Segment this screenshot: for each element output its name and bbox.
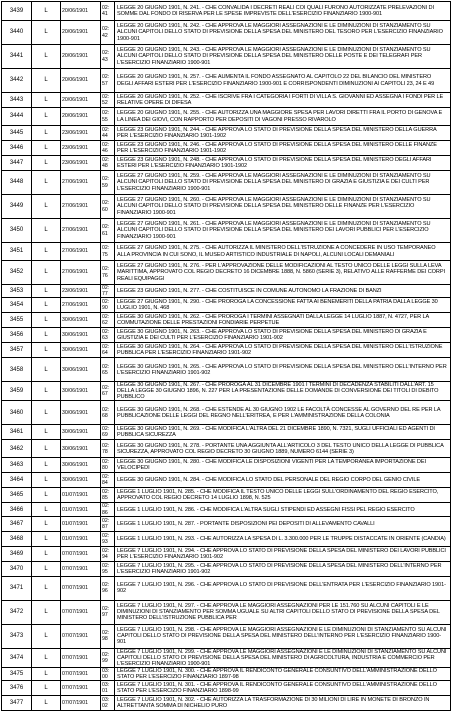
table-row [2,171,451,195]
record-description: LEGGE 1 LUGLIO 1901, N. 293. - CHE AUTORIZZA LA SPESA DI L. 3.300.000 PER LE TRUPPE DISTACCATE IN ORIENTE (CANDIA) [115,531,451,546]
table-row [2,261,451,285]
record-ref: 02:98 [101,624,115,648]
record-series: L [32,440,61,458]
table-row [2,681,451,696]
record-description: LEGGE 20 GIUGNO 1901, N. 257. - CHE AUMENTA IL FONDO ASSEGNATO AL CAPITOLO 22 DEL BILANCIO DEL MINISTERO DEGLI AFFARI ESTERI PER L'ESERCIZIO FINANZIARIO 1900-901 E CORRISPONDENTI DIMINUZIONI AI CAPITOLI 23, 24 E 49 [115,69,451,93]
record-description: LEGGE 27 GIUGNO 1901, N. 276. - PER L'APPROVAZIONE DELLE MODIFICAZIONI AL TESTO UNICO DELLE LEGGI SULLA LEVA MARITTIMA, APPROVATO COL REGIO DECRETO 16 DICEMBRE 1888, N. 5860 (SERIE 3), RELATIVO ALLE RAFFERME DEI CORPI REALI EQUIPAGGI [115,261,451,285]
record-date: 27/06/1901 [61,243,101,261]
record-number: 3448 [2,171,32,195]
record-number: 3472 [2,600,32,624]
record-date: 30/06/1901 [61,328,101,343]
record-description: LEGGE 7 LUGLIO 1901, N. 295. - CHE APPROVA LO STATO DI PREVISIONE DELLA SPESA DEL MINISTERO DELL'INTERNO PER L'ESERCIZIO FINANZIARIO 1901-902 [115,561,451,576]
record-description: LEGGE 27 GIUGNO 1901, N. 290. - CHE PROROGA LA CONCESSIONE FATTA AI BENEMERITI DELLA PATRIA DALLA LEGGE 30 LUGLIO 1901, N. 468 [115,298,451,313]
table-row [2,600,451,624]
table-row [2,576,451,600]
record-ref: 02:69 [101,425,115,440]
record-ref: 02:65 [101,358,115,382]
record-number: 3446 [2,141,32,156]
record-description: LEGGE 30 GIUGNO 1901, N. 262. - CHE PROROGA I TERMINI ASSEGNATI DALLA LEGGE 14 LUGLIO 1887, N. 4727, PER LA COMMUTAZIONE DELLE PRESTAZIONI FONDIARIE PERPETUE [115,313,451,328]
record-number: 3462 [2,440,32,458]
record-series: L [32,261,61,285]
record-description: LEGGE 27 GIUGNO 1901, N. 259. - CHE APPROVA LE MAGGIORI ASSEGNAZIONI E LE DIMINUZIONI DI STANZIAMENTO SU ALCUNI CAPITOLI DELLO STATO DI PREVISIONE DELLA SPESA DEL MINISTERO DI GRAZIA E GIUSTIZIA E DEI CULTI PER L'ESERCIZIO FINANZIARIO 1900-901 [115,171,451,195]
record-ref: 02:61 [101,219,115,243]
record-ref: 02:86 [101,503,115,516]
record-description: LEGGE 20 GIUGNO 1901, N. 255. - CHE AUTORIZZA UNA MAGGIORE SPESA PER LAVORI DIRETTI FRA IL PORTO DI GENOVA E LA LINEA DEI GIOVI, CON RAPPORTO PER DEPOSITI DI VAGONI PRESSO RIVAROLO [115,108,451,126]
record-date: 23/06/1901 [61,285,101,298]
record-number: 3455 [2,313,32,328]
record-series: L [32,561,61,576]
record-ref: 03:01 [101,681,115,696]
record-description: LEGGE 30 GIUGNO 1901, N. 264. - CHE APPROVA LO STATO DI PREVISIONE DELLA SPESA DEL MINISTERO DELL'ISTRUZIONE PUBBLICA PER L'ESERCIZIO FINANZIARIO 1901-902 [115,343,451,358]
record-series: L [32,382,61,401]
record-number: 3453 [2,285,32,298]
table-row [2,425,451,440]
record-series: L [32,141,61,156]
record-ref: 02:78 [101,440,115,458]
record-series: L [32,576,61,600]
record-description: LEGGE 1 LUGLIO 1901, N. 285. - CHE MODIFICA IL TESTO UNICO DELLE LEGGI SULL'ORDINAMENTO DEL REGIO ESERCITO, APPROVATO COL REGIO DECRETO 14 LUGLIO 1898, N. 525 [115,488,451,503]
record-series: L [32,624,61,648]
record-number: 3454 [2,298,32,313]
record-ref: 02:90 [101,298,115,313]
record-ref: 02:41 [101,2,115,21]
record-series: L [32,285,61,298]
record-series: L [32,488,61,503]
record-description: LEGGE 27 GIUGNO 1901, N. 261. - CHE APPROVA LE MAGGIORI ASSEGNAZIONI E LE DIMINUZIONI DI STANZIAMENTO SU ALCUNI CAPITOLI DELLO STATO DI PREVISIONE DELLA SPESA DEL MINISTERO DEI LAVORI PUBBLICI PER L'ESERCIZIO FINANZIARIO 1900-901 [115,219,451,243]
record-number: 3468 [2,531,32,546]
record-series: L [32,458,61,473]
table-row [2,561,451,576]
record-description: LEGGE 7 LUGLIO 1901, N. 298. - CHE APPROVA LE MAGGIORI ASSEGNAZIONI E LE DIMINUZIONI DI STANZIAMENTO SU ALCUNI CAPITOLI DELLO STATO DI PREVISIONE DELLA SPESA DEL MINISTERO DELL'INTERNO PER L'ESERCIZIO FINANZIARIO 1900-901 [115,624,451,648]
record-series: L [32,546,61,561]
record-number: 3476 [2,681,32,696]
record-description: LEGGE 23 GIUGNO 1901, N. 246. - CHE APPROVA LO STATO DI PREVISIONE DELLA SPESA DEL MINISTERO DELLE FINANZE PER L'ESERCIZIO FINANZIARIO 1901-1902 [115,141,451,156]
table-row [2,219,451,243]
table-row [2,328,451,343]
table-row [2,21,451,45]
record-number: 3450 [2,219,32,243]
record-date: 20/06/1901 [61,93,101,108]
table-row [2,108,451,126]
record-series: L [32,531,61,546]
record-number: 3464 [2,473,32,488]
record-number: 3458 [2,358,32,382]
record-series: L [32,516,61,531]
table-row [2,473,451,488]
record-series: L [32,243,61,261]
record-ref: 02:80 [101,458,115,473]
record-date: 23/06/1901 [61,141,101,156]
record-ref: 03:02 [101,696,115,711]
record-date: 30/06/1901 [61,343,101,358]
record-description: LEGGE 30 GIUGNO 1901, N. 263. - CHE APPROVA LO STATO DI PREVISIONE DELLA SPESA DEL MINISTERO DI GRAZIA E GIUSTIZIA E DEI CULTI PER L'ESERCIZIO FINANZIARIO 1901-902 [115,328,451,343]
record-series: L [32,401,61,425]
record-date: 30/06/1901 [61,358,101,382]
record-number: 3470 [2,561,32,576]
record-series: L [32,358,61,382]
record-date: 30/06/1901 [61,458,101,473]
record-ref: 02:96 [101,576,115,600]
record-number: 3444 [2,108,32,126]
record-number: 3439 [2,2,32,21]
record-series: L [32,600,61,624]
record-ref: 02:95 [101,561,115,576]
record-date: 07/07/1901 [61,624,101,648]
record-ref: 02:46 [101,141,115,156]
record-description: LEGGE 7 LUGLIO 1901, N. 300. - CHE APPROVA IL RENDICONTO GENERALE CONSUNTIVO DELL'AMMINISTRAZIONE DELLO STATO PER L'ESERCIZIO FINANZIARIO 1897-98 [115,667,451,680]
table-row [2,696,451,711]
record-number: 3443 [2,93,32,108]
record-date: 01/07/1901 [61,488,101,503]
record-number: 3456 [2,328,32,343]
record-date: 30/06/1901 [61,425,101,440]
table-row [2,126,451,141]
record-ref: 02:63 [101,328,115,343]
record-date: 01/07/1901 [61,516,101,531]
record-description: LEGGE 7 LUGLIO 1901, N. 297. - CHE APPROVA LE MAGGIORI ASSEGNAZIONI PER LE 151.760 SU ALCUNI CAPITOLI E LE DIMINUZIONI DI STANZIAMENTO PER SOMMA UGUALE SU ALTRI CAPITOLI DELLO STATO DI PREVISIONE DELLA SPESA DEL MINISTERO DELL'ISTRUZIONE PUBBLICA PER [115,600,451,624]
record-date: 20/06/1901 [61,2,101,21]
record-number: 3449 [2,195,32,219]
register-rows [2,2,451,711]
table-row [2,648,451,667]
record-ref: 02:64 [101,343,115,358]
table-row [2,93,451,108]
record-number: 3463 [2,458,32,473]
record-series: L [32,343,61,358]
record-date: 07/07/1901 [61,546,101,561]
record-ref: 02:62 [101,313,115,328]
record-series: L [32,108,61,126]
table-row [2,69,451,93]
table-row [2,382,451,401]
record-series: L [32,313,61,328]
record-ref: 02:59 [101,171,115,195]
record-number: 3466 [2,503,32,516]
record-date: 07/07/1901 [61,648,101,667]
record-description: LEGGE 7 LUGLIO 1901, N. 296. - CHE APPROVA LO STATO DI PREVISIONE DELL'ENTRATA PER L'ESERCIZIO FINANZIARIO 1901-902 [115,576,451,600]
record-series: L [32,21,61,45]
record-number: 3471 [2,576,32,600]
record-number: 3474 [2,648,32,667]
record-description: LEGGE 30 GIUGNO 1901, N. 280. - CHE MODIFICA LE DISPOSIZIONI VIGENTI PER LA TEMPORANEA IMPORTAZIONE DEI VELOCIPEDI [115,458,451,473]
record-date: 27/06/1901 [61,261,101,285]
record-ref: 03:00 [101,667,115,680]
record-description: LEGGE 7 LUGLIO 1901, N. 301. - CHE APPROVA IL RENDICONTO GENERALE CONSUNTIVO DELL'AMMINISTRAZIONE DELLO STATO PER L'ESERCIZIO FINANZIARIO 1898-99 [115,681,451,696]
record-date: 20/06/1901 [61,21,101,45]
record-number: 3460 [2,401,32,425]
record-date: 27/06/1901 [61,219,101,243]
record-ref: 02:68 [101,401,115,425]
record-number: 3442 [2,69,32,93]
record-ref: 02:85 [101,488,115,503]
record-ref: 02:57 [101,69,115,93]
record-number: 3475 [2,667,32,680]
table-row [2,516,451,531]
record-description: LEGGE 27 GIUGNO 1901, N. 260. - CHE APPROVA LE MAGGIORI ASSEGNAZIONI E LE DIMINUZIONI DI STANZIAMENTO SU ALCUNI CAPITOLI DELLO STATO DI PREVISIONE DELLA SPESA DEL MINISTERO DELLE FINANZE PER L'ESERCIZIO FINANZIARIO 1900-901 [115,195,451,219]
record-series: L [32,473,61,488]
record-series: L [32,298,61,313]
record-date: 01/07/1901 [61,531,101,546]
table-row [2,503,451,516]
record-ref: 02:87 [101,516,115,531]
table-row [2,313,451,328]
record-ref: 02:44 [101,126,115,141]
record-date: 27/06/1901 [61,298,101,313]
record-number: 3457 [2,343,32,358]
record-ref: 02:97 [101,600,115,624]
table-row [2,141,451,156]
table-row [2,156,451,171]
record-ref: 02:67 [101,382,115,401]
record-description: LEGGE 30 GIUGNO 1901, N. 284. - CHE MODIFICA LO STATO DEL PERSONALE DEL REGIO CORPO DEL GENIO CIVILE [115,473,451,488]
record-description: LEGGE 20 GIUGNO 1901, N. 243. - CHE APPROVA LE MAGGIORI ASSEGNAZIONI E LE DIMINUZIONI DI STANZIAMENTO SU ALCUNI CAPITOLI DELLO STATO DI PREVISIONE DELLA SPESA DEL MINISTERO DELLE POSTE E DEI TELEGRAFI PER L'ESERCIZIO FINANZIARIO 1900-901 [115,45,451,69]
record-number: 3451 [2,243,32,261]
record-description: LEGGE 1 LUGLIO 1901, N. 287. - PORTANTE DISPOSIZIONI PEI DEPOSITI DI ALLEVAMENTO CAVALLI [115,516,451,531]
record-ref: 02:42 [101,21,115,45]
record-ref: 02:84 [101,473,115,488]
record-description: LEGGE 30 GIUGNO 1901, N. 269. - CHE MODIFICA L'ALTRA DEL 21 DICEMBRE 1890, N. 7321, SUGLI UFFICIALI ED AGENTI DI PUBBLICA SICUREZZA [115,425,451,440]
record-ref: 02:60 [101,195,115,219]
record-ref: 02:76 [101,261,115,285]
record-date: 07/07/1901 [61,696,101,711]
record-ref: 02:48 [101,156,115,171]
record-description: LEGGE 20 GIUGNO 1901, N. 252. - CHE ISCRIVE FRA I CATEGORIA I FORTI DI VILLA S. GIOVANNI ED ASSEGNA I FONDI PER LE RELATIVE OPERE DI DIFESA [115,93,451,108]
table-row [2,488,451,503]
record-date: 20/06/1901 [61,69,101,93]
record-date: 27/06/1901 [61,171,101,195]
table-row [2,45,451,69]
record-description: LEGGE 7 LUGLIO 1901, N. 294. - CHE APPROVA LO STATO DI PREVISIONE DELLA SPESA DEL MINISTERO DEI LAVORI PUBBLICI PER L'ESERCIZIO FINANZIARIO 1901-902 [115,546,451,561]
record-description: LEGGE 1 LUGLIO 1901, N. 286. - CHE MODIFICA L'ALTRA SUGLI STIPENDI ED ASSEGNI FISSI PEL REGIO ESERCITO [115,503,451,516]
record-ref: 02:93 [101,531,115,546]
record-ref: 02:75 [101,243,115,261]
table-row [2,243,451,261]
record-number: 3469 [2,546,32,561]
table-row [2,2,451,21]
record-description: LEGGE 23 GIUGNO 1901, N. 248. - CHE APPROVA LO STATO DI PREVISIONE DELLA SPESA DEL MINISTERO DEGLI AFFARI ESTERI PER L'ESERCIZIO FINANZIARIO 1901-1902 [115,156,451,171]
record-description: LEGGE 30 GIUGNO 1901, N. 278. - PORTANTE UNA AGGIUNTA ALL'ARTICOLO 3 DEL TESTO UNICO DELLA LEGGE DI PUBBLICA SICUREZZA, APPROVATO COL REGIO DECRETO 30 GIUGNO 1889, NUMERO 6144 (SERIE 3) [115,440,451,458]
record-number: 3465 [2,488,32,503]
record-series: L [32,156,61,171]
record-ref: 02:77 [101,285,115,298]
record-series: L [32,503,61,516]
record-number: 3477 [2,696,32,711]
record-date: 27/06/1901 [61,195,101,219]
record-series: L [32,69,61,93]
record-series: L [32,45,61,69]
record-series: L [32,667,61,680]
table-row [2,546,451,561]
table-row [2,458,451,473]
record-ref: 02:43 [101,45,115,69]
record-date: 07/07/1901 [61,561,101,576]
record-number: 3467 [2,516,32,531]
record-date: 07/07/1901 [61,681,101,696]
record-series: L [32,2,61,21]
record-date: 23/06/1901 [61,126,101,141]
record-series: L [32,696,61,711]
record-date: 07/07/1901 [61,576,101,600]
record-series: L [32,171,61,195]
record-number: 3445 [2,126,32,141]
record-date: 30/06/1901 [61,473,101,488]
record-description: LEGGE 30 GIUGNO 1901, N. 268. - CHE ESTENDE AL 30 GIUGNO 1902 LE FACOLTÀ CONCESSE AL GOVERNO DEL RE PER LA PUBBLICAZIONE DELLE LEGGI DEL REGNO NELL'ERITREA, E PER L'AMMINISTRAZIONE DELLA COLONIA [115,401,451,425]
record-number: 3452 [2,261,32,285]
table-row [2,358,451,382]
table-row [2,343,451,358]
record-ref: 02:55 [101,108,115,126]
record-number: 3473 [2,624,32,648]
record-ref: 02:94 [101,546,115,561]
record-series: L [32,219,61,243]
record-date: 20/06/1901 [61,108,101,126]
record-date: 30/06/1901 [61,401,101,425]
record-description: LEGGE 27 GIUGNO 1901, N. 275. - CHE AUTORIZZA IL MINISTERO DELL'ISTRUZIONE A CONCEDERE IN USO TEMPORANEO ALLA PROVINCIA IN CUI SONO, IL MUSEO ARTISTICO INDUSTRIALE DI NAPOLI, ALCUNI LOCALI DEMANIALI [115,243,451,261]
record-series: L [32,425,61,440]
record-date: 01/07/1901 [61,503,101,516]
table-row [2,667,451,680]
record-description: LEGGE 23 GIUGNO 1901, N. 277. - CHE COSTITUISCE IN COMUNE AUTONOMO LA FRAZIONE DI BANZI [115,285,451,298]
table-row [2,440,451,458]
record-description: LEGGE 30 GIUGNO 1901, N. 267. - CHE PROROGA AL 31 DICEMBRE 1901 I TERMINI DI DECADENZA STABILITI DALL'ART. 15 DELLA LEGGE 30 GIUGNO 1896, N. 227 PER LA PRESENTAZIONE DELLE DOMANDE DI CONVERSIONE DEI TITOLI DI DEBITO PUBBLICO [115,382,451,401]
record-description: LEGGE 20 GIUGNO 1901, N. 241. - CHE CONVALIDA I DECRETI REALI COI QUALI FURONO AUTORIZZATE PRELEVAZIONI DI SOMME DAL FONDO DI RISERVA PER LE SPESE IMPREVISTE DELL'ESERCIZIO FINANZIARIO 1900-901 [115,2,451,21]
record-series: L [32,681,61,696]
record-date: 30/06/1901 [61,313,101,328]
record-series: L [32,328,61,343]
record-description: LEGGE 7 LUGLIO 1901, N. 299. - CHE APPROVA LE MAGGIORI ASSEGNAZIONI E LE DIMINUZIONI DI STANZIAMENTO SU ALCUNI CAPITOLI DELLO STATO DI PREVISIONE DELLA SPESA DEL MINISTERO DI AGRICOLTURA, INDUSTRIA E COMMERCIO PER L'ESERCIZIO FINANZIARIO 1900-901 [115,648,451,667]
record-series: L [32,195,61,219]
record-date: 30/06/1901 [61,382,101,401]
table-row [2,285,451,298]
record-description: LEGGE 30 GIUGNO 1901, N. 265. - CHE APPROVA LO STATO DI PREVISIONE DELLA SPESA DEL MINISTERO DELL'INTERNO PER L'ESERCIZIO FINANZIARIO 1901-902 [115,358,451,382]
record-number: 3459 [2,382,32,401]
record-number: 3440 [2,21,32,45]
table-row [2,401,451,425]
record-date: 23/06/1901 [61,156,101,171]
record-series: L [32,648,61,667]
record-ref: 02:99 [101,648,115,667]
record-series: L [32,126,61,141]
record-number: 3441 [2,45,32,69]
laws-register-table [1,1,451,711]
record-date: 07/07/1901 [61,600,101,624]
record-description: LEGGE 23 GIUGNO 1901, N. 244. - CHE APPROVA LO STATO DI PREVISIONE DELLA SPESA DEL MINISTERO DELLA GUERRA PER L'ESERCIZIO FINANZIARIO 1901-1902 [115,126,451,141]
table-row [2,298,451,313]
record-number: 3447 [2,156,32,171]
table-row [2,195,451,219]
record-ref: 02:52 [101,93,115,108]
record-series: L [32,93,61,108]
record-number: 3461 [2,425,32,440]
record-date: 20/06/1901 [61,45,101,69]
record-description: LEGGE 20 GIUGNO 1901, N. 242. - CHE APPROVA LE MAGGIORI ASSEGNAZIONI E LE DIMINUZIONI DI STANZIAMENTO SU ALCUNI CAPITOLI DELLO STATO DI PREVISIONE DELLA SPESA DEL MINISTERO DEL TESORO PER L'ESERCIZIO FINANZIARIO 1900-901 [115,21,451,45]
record-date: 30/06/1901 [61,440,101,458]
record-date: 07/07/1901 [61,667,101,680]
record-description: LEGGE 7 LUGLIO 1901, N. 302. - CHE AUTORIZZA LA TRASFORMAZIONE DI 30 MILIONI DI LIRE IN MONETE DI BRONZO IN ALTRETTANTA SOMMA DI NICHELIO PURO [115,696,451,711]
table-row [2,531,451,546]
